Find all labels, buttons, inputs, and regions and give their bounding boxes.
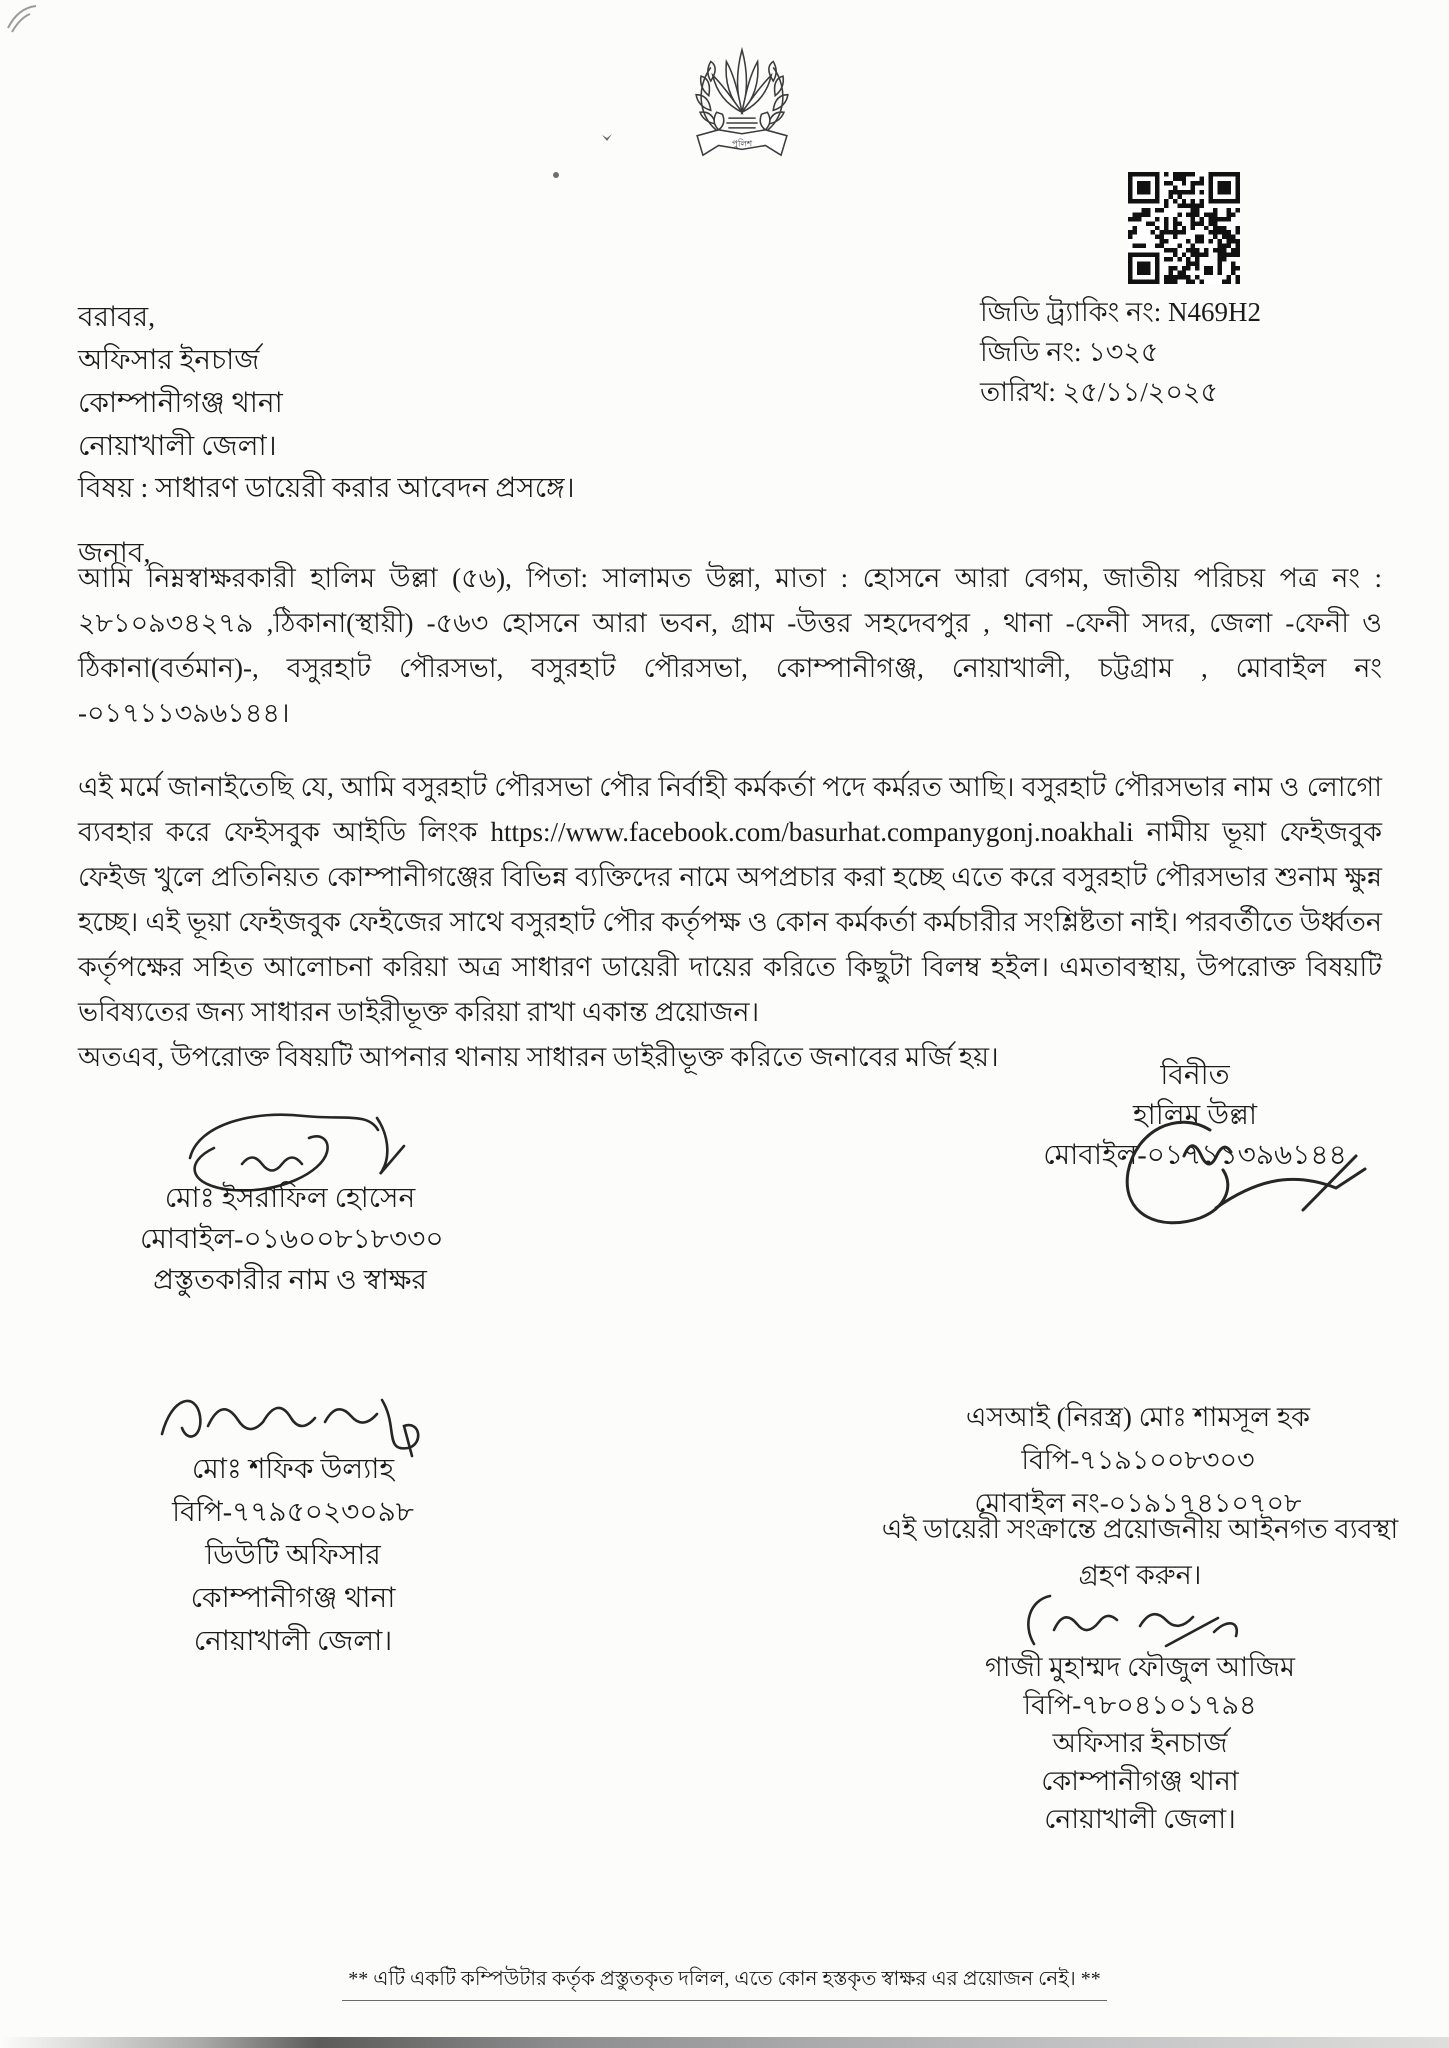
duty-officer-station: কোম্পানীগঞ্জ থানা <box>190 1583 396 1614</box>
duty-officer-block <box>128 1448 458 1663</box>
applicant-closing-word: বিনীত <box>1160 1060 1230 1091</box>
oc-station: কোম্পানীগঞ্জ থানা <box>1041 1766 1239 1796</box>
body-paragraph-complaint: এই মর্মে জানাইতেছি যে, আমি বসুরহাট পৌরসভা পৌর নির্বাহী কর্মকর্তা পদে কর্মরত আছি। বসুরহাট পৌরসভার নাম ও লোগো ব্যবহার করে ফেইসবুক আইডি লিংক https://www.facebook.com/basurhat.companygonj.noakhali নামীয় ভূয়া ফেইজবুক ফেইজ খুলে প্রতিনিয়ত কোম্পানীগঞ্জের বিভিন্ন ব্যক্তিদের নামে অপপ্রচার করা হচ্ছে এতে করে বসুরহাট পৌরসভার শুনাম ক্ষুন্ন হচ্ছে। এই ভূয়া ফেইজবুক ফেইজের সাথে বসুরহাট পৌর কর্তৃপক্ষ ও কোন কর্মকর্তা কর্মচারীর সংশ্লিষ্টতা নাই। পরবর্তীতে উর্ধ্বতন কর্তৃপক্ষের সহিত আলোচনা করিয়া অত্র সাধারণ ডায়েরী দায়ের করিতে কিছুটা বিলম্ব হইল। এমতাবস্থায়, উপরোক্ত বিষয়টি ভবিষ্যতের জন্য সাধারন ডাইরীভূক্ত করিয়া রাখা একান্ত প্রয়োজন। <box>78 772 1382 1027</box>
footer-note-wrap <box>0 1964 1449 2001</box>
gd-tracking-value: N469H2 <box>1168 297 1262 327</box>
gd-tracking-label: জিডি ট্র্যাকিং নং: <box>980 297 1162 327</box>
duty-officer-designation: ডিউটি অফিসার <box>205 1540 381 1571</box>
recipient-block <box>78 296 283 468</box>
gd-meta-block <box>980 292 1261 412</box>
scan-speck <box>600 132 614 144</box>
gd-number-value: ১৩২৫ <box>1088 337 1159 367</box>
scan-speck <box>553 172 559 178</box>
scan-pen-mark <box>4 2 48 36</box>
applicant-mobile: মোবাইল-০১৭১১৩৯৬১৪৪ <box>1043 1140 1347 1171</box>
scan-edge-artifact <box>0 2037 1449 2048</box>
preparer-name: মোঃ ইসরাফিল হোসেন <box>164 1183 416 1214</box>
police-emblem-logo <box>682 42 802 164</box>
gd-date-value: ২৫/১১/২০২৫ <box>1062 377 1218 407</box>
recipient-line: অফিসার ইনচার্জ <box>78 345 260 376</box>
si-name-line: এসআই (নিরস্ত্র) মোঃ শামসূল হক বিপি-৭১৯১০০৮৩০৩ <box>965 1402 1311 1475</box>
duty-officer-name: মোঃ শফিক উল্যাহ <box>191 1454 395 1485</box>
preparer-mobile: মোবাইল-০১৬০০৮১৮৩৩০ <box>140 1224 444 1255</box>
preparer-role-label: প্রস্তুতকারীর নাম ও স্বাক্ষর <box>153 1265 427 1296</box>
applicant-signature <box>1118 1112 1378 1252</box>
body-paragraph-wrap <box>78 765 1382 1080</box>
gd-date-line <box>980 372 1261 412</box>
body-paragraph-closing: অতএব, উপরোক্ত বিষয়টি আপনার থানায় সাধারন ডাইরীভূক্ত করিতে জনাবের মর্জি হয়। <box>78 1042 999 1072</box>
preparer-block <box>140 1178 444 1301</box>
footer-note: ** এটি একটি কম্পিউটার কর্তৃক প্রস্তুতকৃত দলিল, এতে কোন হস্তকৃত স্বাক্ষর এর প্রয়োজন নেই। ** <box>342 1964 1107 2001</box>
duty-officer-bp-number: বিপি-৭৭৯৫০২৩০৯৮ <box>172 1497 414 1528</box>
police-emblem-banner-text: পুলিশ <box>731 138 753 149</box>
subject-line: বিষয় : সাধারণ ডায়েরী করার আবেদন প্রসঙ্গে। <box>78 473 575 504</box>
recipient-line: বরাবর, <box>78 302 156 333</box>
body-paragraph-identity: আমি নিম্নস্বাক্ষরকারী হালিম উল্লা (৫৬), পিতা: সালামত উল্লা, মাতা : হোসনে আরা বেগম, জাতীয় পরিচয় পত্র নং : ২৮১০৯৩৪২৭৯ ,ঠিকানা(স্থায়ী) -৫৬৩ হোসনে আরা ভবন, গ্রাম -উত্তর সহদেবপুর , থানা -ফেনী সদর, জেলা -ফেনী ও ঠিকানা(বর্তমান)-, বসুরহাট পৌরসভা, বসুরহাট পৌরসভা, কোম্পানীগঞ্জ, নোয়াখালী, চট্টগ্রাম , মোবাইল নং -০১৭১১৩৯৬১৪৪। <box>78 563 1382 728</box>
oc-designation: অফিসার ইনচার্জ <box>1052 1728 1228 1758</box>
instruction-text: এই ডায়েরী সংক্রান্তে প্রয়োজনীয় আইনগত ব্যবস্থা গ্রহণ করুন। <box>881 1514 1399 1590</box>
gd-tracking-line <box>980 292 1261 332</box>
si-mobile-line: মোবাইল নং-০১৯১৭৪১০৭০৮ <box>974 1488 1302 1518</box>
recipient-line: কোম্পানীগঞ্জ থানা <box>78 388 283 419</box>
oc-bp-number: বিপি-৭৮০৪১০১৭৯৪ <box>1023 1690 1257 1720</box>
recipient-line: নোয়াখালী জেলা। <box>78 431 277 462</box>
oc-name: গাজী মুহাম্মদ ফৌজুল আজিম <box>985 1652 1295 1682</box>
gd-number-line <box>980 332 1261 372</box>
oc-district: নোয়াখালী জেলা। <box>1044 1804 1236 1834</box>
gd-date-label: তারিখ: <box>980 377 1056 407</box>
gd-number-label: জিডি নং: <box>980 337 1082 367</box>
duty-officer-district: নোয়াখালী জেলা। <box>193 1626 393 1657</box>
qr-code <box>1128 172 1240 284</box>
oc-block <box>958 1648 1322 1838</box>
applicant-name: হালিম উল্লা <box>1132 1100 1258 1131</box>
salutation: জনাব, <box>78 538 151 569</box>
